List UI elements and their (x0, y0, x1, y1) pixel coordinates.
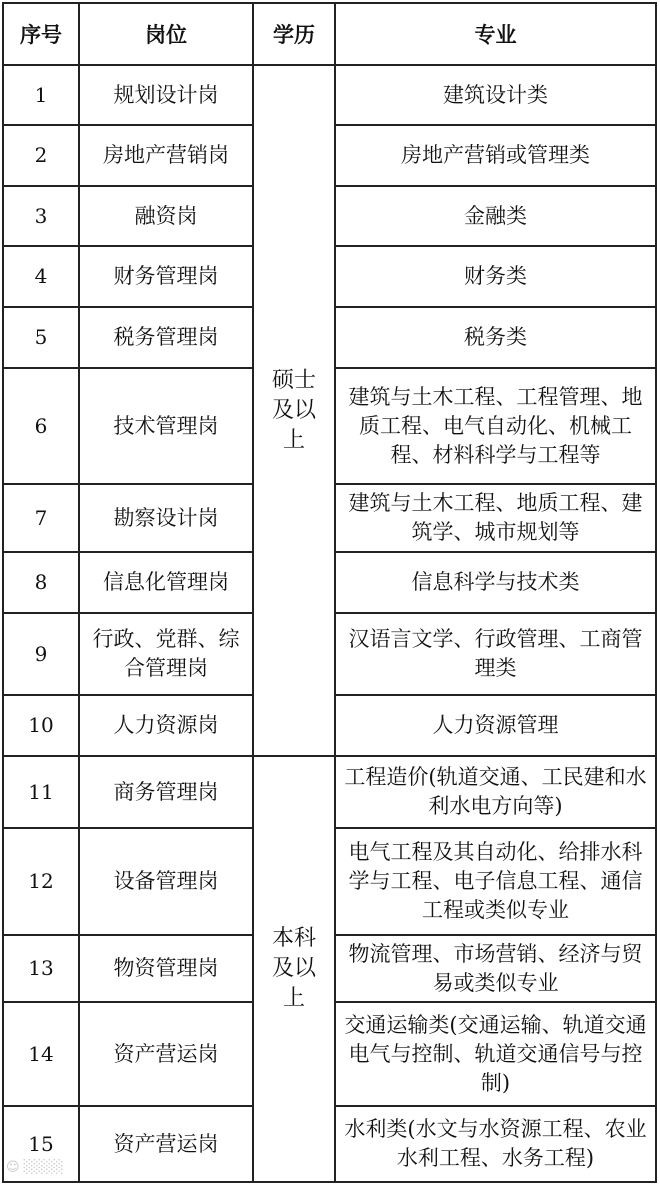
major-cell: 汉语言文学、行政管理、工商管理类 (335, 613, 656, 695)
seq-cell: 8 (3, 552, 79, 613)
major-cell: 水利类(水文与水资源工程、农业水利工程、水务工程) (335, 1106, 656, 1182)
position-cell: 设备管理岗 (79, 828, 253, 935)
seq-cell: 1 (3, 65, 79, 125)
watermark: ☺ ░░░░ (6, 1160, 64, 1175)
positions-table (2, 2, 657, 1183)
major-cell: 电气工程及其自动化、给排水科学与工程、电子信息工程、通信工程或类似专业 (335, 828, 656, 935)
seq-cell: 14 (3, 1002, 79, 1106)
seq-cell: 10 (3, 695, 79, 756)
header-major: 专业 (335, 3, 656, 65)
position-cell: 技术管理岗 (79, 368, 253, 484)
seq-cell: 3 (3, 186, 79, 246)
position-cell: 勘察设计岗 (79, 484, 253, 552)
seq-cell: 13 (3, 935, 79, 1002)
major-cell: 金融类 (335, 186, 656, 246)
position-cell: 房地产营销岗 (79, 125, 253, 186)
header-seq: 序号 (3, 3, 79, 65)
seq-cell: 7 (3, 484, 79, 552)
position-cell: 行政、党群、综合管理岗 (79, 613, 253, 695)
major-cell: 物流管理、市场营销、经济与贸易或类似专业 (335, 935, 656, 1002)
position-cell: 资产营运岗 (79, 1002, 253, 1106)
major-cell: 税务类 (335, 307, 656, 368)
major-cell: 交通运输类(交通运输、轨道交通电气与控制、轨道交通信号与控制) (335, 1002, 656, 1106)
major-cell: 建筑与土木工程、地质工程、建筑学、城市规划等 (335, 484, 656, 552)
position-cell: 规划设计岗 (79, 65, 253, 125)
seq-cell: 9 (3, 613, 79, 695)
major-cell: 信息科学与技术类 (335, 552, 656, 613)
position-cell: 财务管理岗 (79, 246, 253, 307)
seq-cell: 11 (3, 756, 79, 828)
education-cell: 硕士及以上 (253, 65, 335, 756)
table-row (3, 756, 656, 828)
major-cell: 建筑与土木工程、工程管理、地质工程、电气自动化、机械工程、材料科学与工程等 (335, 368, 656, 484)
table-header-row (3, 3, 656, 65)
position-cell: 资产营运岗 (79, 1106, 253, 1182)
seq-cell: 15 (3, 1106, 79, 1182)
major-cell: 人力资源管理 (335, 695, 656, 756)
education-cell: 本科及以上 (253, 756, 335, 1182)
position-cell: 商务管理岗 (79, 756, 253, 828)
position-cell: 信息化管理岗 (79, 552, 253, 613)
header-education: 学历 (253, 3, 335, 65)
major-cell: 房地产营销或管理类 (335, 125, 656, 186)
major-cell: 财务类 (335, 246, 656, 307)
header-position: 岗位 (79, 3, 253, 65)
seq-cell: 6 (3, 368, 79, 484)
position-cell: 融资岗 (79, 186, 253, 246)
major-cell: 工程造价(轨道交通、工民建和水利水电方向等) (335, 756, 656, 828)
position-cell: 人力资源岗 (79, 695, 253, 756)
seq-cell: 4 (3, 246, 79, 307)
seq-cell: 5 (3, 307, 79, 368)
table-row (3, 65, 656, 125)
seq-cell: 12 (3, 828, 79, 935)
position-cell: 物资管理岗 (79, 935, 253, 1002)
major-cell: 建筑设计类 (335, 65, 656, 125)
position-cell: 税务管理岗 (79, 307, 253, 368)
seq-cell: 2 (3, 125, 79, 186)
